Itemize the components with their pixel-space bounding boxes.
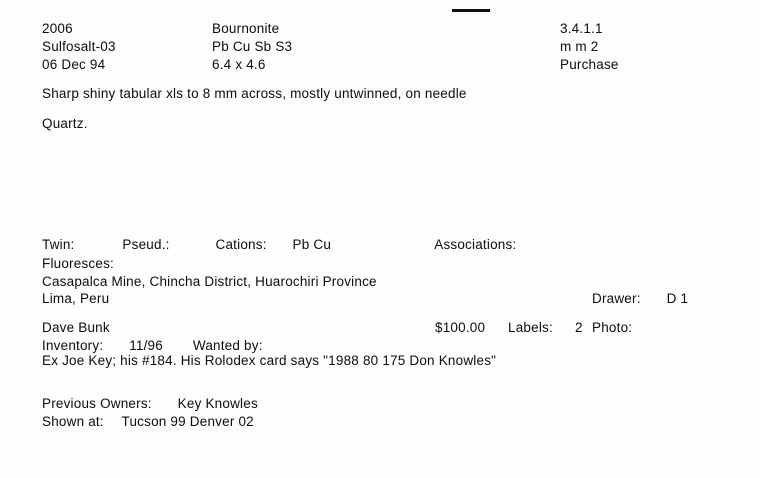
drawer-field <box>592 291 688 307</box>
date-field: 06 Dec 94 <box>42 57 106 72</box>
inventory-row <box>42 338 263 354</box>
description-line-1: Sharp shiny tabular xls to 8 mm across, mostly untwinned, on needle <box>42 86 467 101</box>
previous-owners-row <box>42 396 258 412</box>
chemical-formula-field: Pb Cu Sb S3 <box>212 39 293 54</box>
wanted-by-label: Wanted by: <box>192 338 263 353</box>
properties-row <box>42 237 516 253</box>
labels-field <box>508 320 601 336</box>
pseud-label: Pseud.: <box>122 237 170 252</box>
classification-field: 3.4.1.1 <box>560 21 603 36</box>
top-tick-mark <box>452 9 490 12</box>
catalog-number-field: Sulfosalt-03 <box>42 39 116 54</box>
labels-count: 2 <box>575 320 583 335</box>
shown-at-value: Tucson 99 Denver 02 <box>121 414 254 429</box>
inventory-value: 11/96 <box>129 338 163 353</box>
drawer-label: Drawer: <box>592 291 641 306</box>
provenance-note: Ex Joe Key; his #184. His Rolodex card says "1988 80 175 Don Knowles" <box>42 353 497 368</box>
locality-line-2: Lima, Peru <box>42 291 110 306</box>
twin-label: Twin: <box>42 237 75 252</box>
symmetry-field: m m 2 <box>560 39 599 54</box>
mineral-name-field: Bournonite <box>212 21 280 36</box>
cations-value: Pb Cu <box>292 237 332 252</box>
cations-label: Cations: <box>215 237 267 252</box>
acquisition-type-field: Purchase <box>560 57 619 72</box>
price-field: $100.00 <box>435 320 486 335</box>
shown-at-row <box>42 414 254 430</box>
description-line-2: Quartz. <box>42 116 88 131</box>
previous-owners-label: Previous Owners: <box>42 396 152 411</box>
size-field: 6.4 x 4.6 <box>212 57 266 72</box>
shown-at-label: Shown at: <box>42 414 104 429</box>
associations-label: Associations: <box>434 237 517 252</box>
locality-line-1: Casapalca Mine, Chincha District, Huarochiri Province <box>42 274 377 289</box>
source-field: Dave Bunk <box>42 320 110 335</box>
photo-label: Photo: <box>592 320 633 335</box>
fluoresces-label: Fluoresces: <box>42 256 114 271</box>
previous-owners-value: Key Knowles <box>177 396 258 411</box>
labels-label: Labels: <box>508 320 553 335</box>
year-field: 2006 <box>42 21 73 36</box>
drawer-value: D 1 <box>666 291 689 306</box>
inventory-label: Inventory: <box>42 338 104 353</box>
